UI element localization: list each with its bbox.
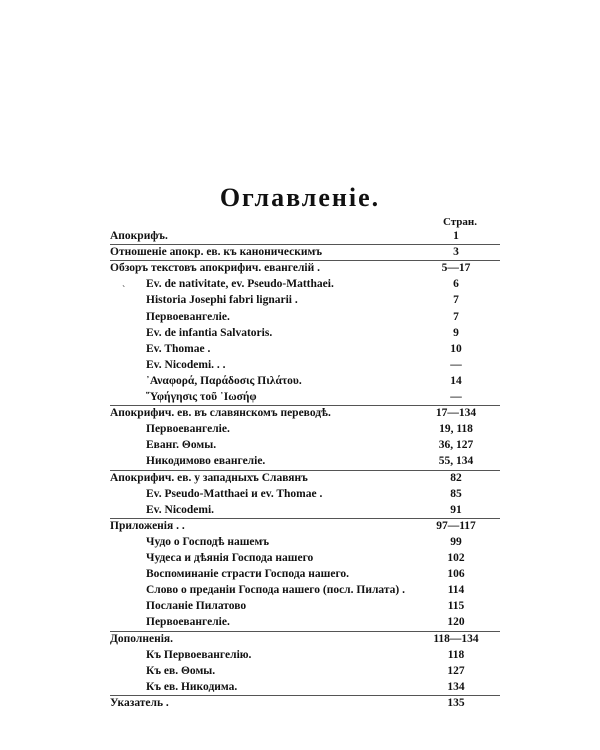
toc-subentry [0,326,600,341]
toc-subentry [0,583,600,598]
toc-subentry [0,390,600,405]
toc-entry-title: Апокрифъ. [110,230,168,242]
toc-page-number: 3 [453,246,459,259]
toc-section-entry [0,632,600,647]
toc-page-number: 6 [453,278,459,291]
toc-page-number: 14 [450,374,462,387]
toc-section-entry [0,261,600,276]
toc-subentry [0,551,600,566]
toc-page-number: 19, 118 [439,423,473,436]
toc-subentry [0,277,600,292]
toc-entry-title: Первоевангелiе. [146,616,230,629]
toc-entry-title: Къ ев. Θомы. [146,664,216,677]
toc-entry-title: Ev. Pseudo-Matthaei и ev. Thomae . [146,487,323,500]
toc-subentry [0,422,600,437]
toc-section-entry [0,519,600,534]
toc-entry-title: Указатель . [110,696,169,709]
toc-entry-title: Historia Josephi fabri lignarii . [146,294,298,307]
toc-subentry [0,358,600,373]
toc-entry-title: Ev. Nicodemi. [146,503,215,516]
toc-page-number: 5—17 [441,262,471,275]
toc-subentry [0,535,600,550]
toc-entry-title: Чудеса и дѣянiя Господа нашего [146,552,314,564]
toc-subentry [0,599,600,614]
toc-subentry [0,454,600,469]
toc-entry-title: Апокрифич. ев. въ славянскомъ переводѣ. [110,407,331,420]
section-divider [110,631,500,632]
toc-entry-title: Еванг. Θомы. [146,439,217,452]
toc-entry-title: ῞Υφήγησις τοῦ ᾿Ιωσήφ [146,391,257,403]
toc-entry-title: Къ ев. Никодима. [146,680,238,693]
toc-section-entry [0,696,600,711]
section-divider [110,695,500,696]
toc-page-number: 1 [453,230,459,242]
toc-page-number: 97—117 [436,519,476,532]
toc-subentry [0,438,600,453]
toc-page-number: 10 [450,342,462,355]
stray-tick-mark: ` [122,285,126,296]
toc-page-number: 82 [450,471,462,484]
section-divider [110,244,500,245]
toc-entry-title: Ev. Thomae . [146,342,211,355]
toc-page-number: 118 [447,648,465,661]
toc-subentry [0,648,600,663]
toc-page-number: 127 [447,664,465,677]
toc-section-entry [0,245,600,260]
toc-page-number: 115 [447,600,465,613]
toc-page-number: — [450,391,462,403]
toc-subentry [0,680,600,695]
toc-subentry [0,503,600,518]
toc-page-number: 102 [447,552,465,564]
toc-entry-title: Отношенiе апокр. ев. къ каноническимъ [110,246,323,259]
toc-entry-title: Дополненiя. [110,632,173,645]
toc-entry-title: Приложенiя . . [110,519,185,532]
toc-entry-title: Никодимово евангелiе. [146,455,266,468]
toc-section-entry [0,229,600,244]
section-divider [110,518,500,519]
toc-subentry [0,342,600,357]
toc-entry-title: Первоевангелiе. [146,310,230,323]
page-title: Оглавленiе. [219,183,381,212]
toc-entry-title: Воспоминанiе страсти Господа нашего. [146,568,350,581]
page-column-header: Стран. [442,216,478,228]
toc-page-number: 99 [450,535,462,548]
section-divider [110,405,500,406]
toc-entry-title: Посланiе Пилатово [146,600,247,613]
toc-page-number: 7 [453,294,459,307]
toc-subentry [0,293,600,308]
section-divider [110,470,500,471]
toc-subentry [0,567,600,582]
section-divider [110,260,500,261]
toc-page-number: — [450,358,462,371]
toc-entry-title: Ev. de nativitate, ev. Pseudo-Matthaei. [146,278,334,291]
toc-entry-title: Первоевангелiе. [146,423,230,436]
toc-subentry [0,487,600,502]
toc-entry-title: Обзоръ текстовъ апокрифич. евангелiй . [110,262,320,275]
toc-page-number: 36, 127 [438,439,474,452]
toc-subentry [0,310,600,325]
toc-section-entry [0,471,600,486]
toc-entry-title: ᾿Αναφορά, Παράδοσις Πιλάτου. [146,374,302,387]
toc-page-number: 55, 134 [438,455,474,468]
toc-subentry [0,615,600,630]
toc-entry-title: Чудо о Господѣ нашемъ [146,535,270,548]
toc-page-number: 17—134 [435,407,477,420]
toc-page-number: 91 [450,503,462,516]
toc-entry-title: Апокрифич. ев. у западныхъ Славянъ [110,471,308,484]
toc-page-number: 9 [453,326,459,339]
toc-entry-title: Къ Первоевангелiю. [146,648,252,661]
toc-page-number: 114 [447,584,465,597]
toc-subentry [0,664,600,679]
toc-entry-title: Ev. Nicodemi. . . [146,358,226,371]
toc-entry-title: Слово о преданiи Господа нашего (посл. Пилата) . [146,584,405,597]
toc-page-number: 134 [447,680,465,693]
toc-page-number: 118—134 [433,632,479,645]
toc-page-number: 7 [453,310,459,323]
toc-page-number: 85 [450,487,462,500]
toc-page-number: 120 [447,616,465,629]
toc-entry-title: Ev. de infantia Salvatoris. [146,326,273,339]
toc-page-number: 135 [447,696,465,709]
toc-subentry [0,374,600,389]
toc-section-entry [0,406,600,421]
toc-page-number: 106 [447,568,465,581]
